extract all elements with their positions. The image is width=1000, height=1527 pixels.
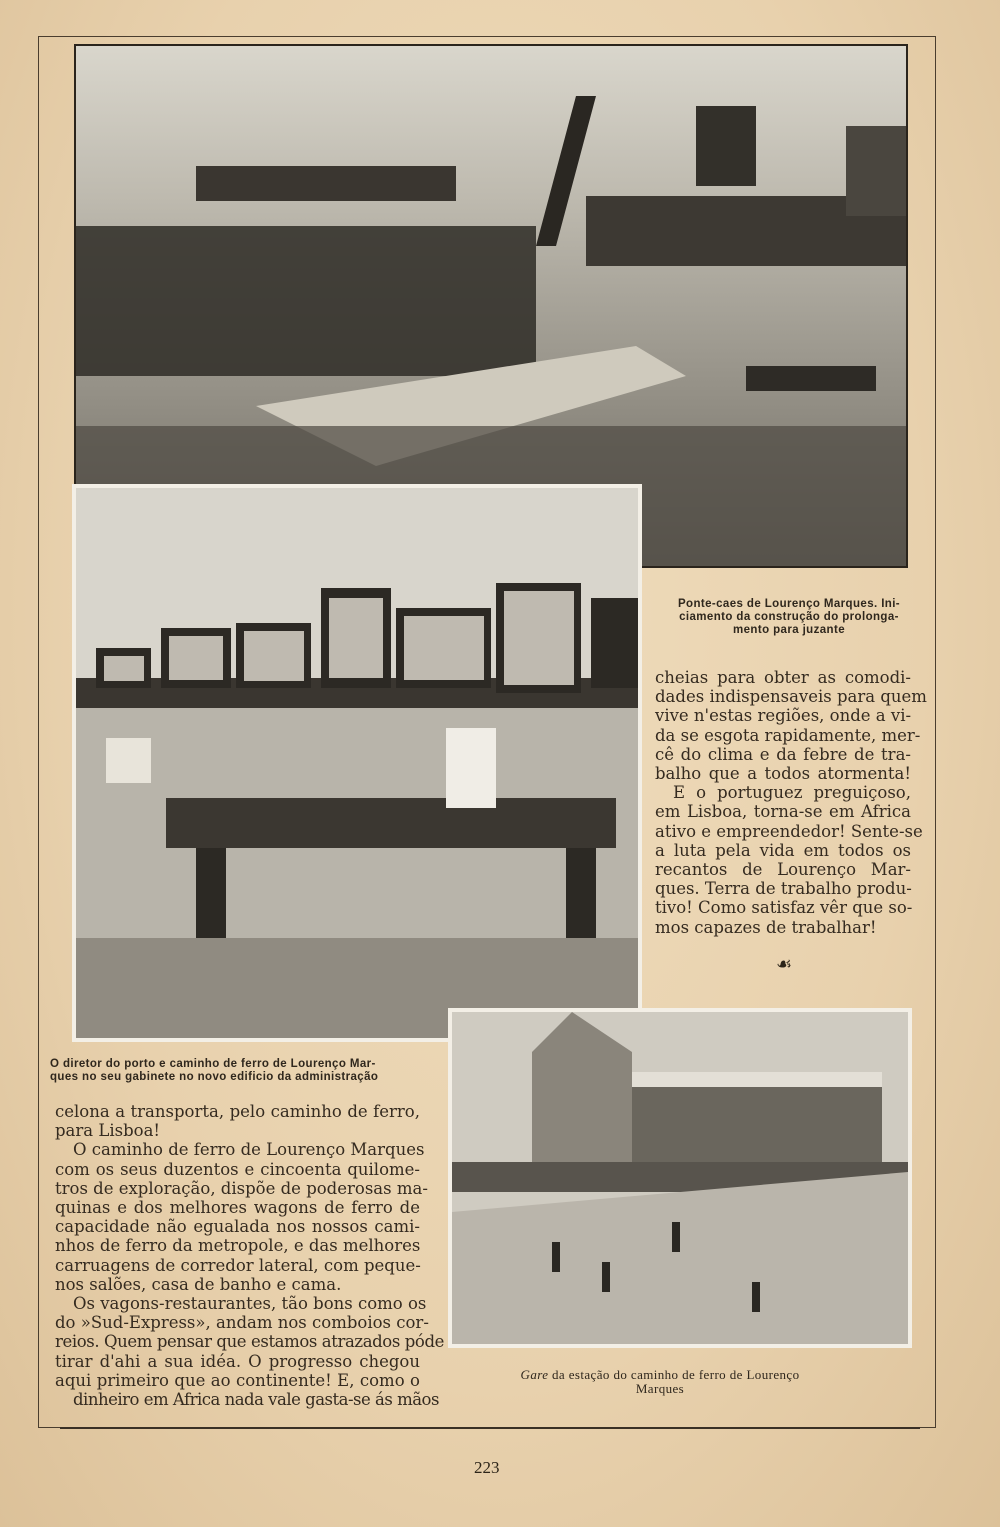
caption-line: da estação do caminho de ferro de Lourenço (548, 1367, 800, 1382)
text-line: tros de exploração, dispõe de poderosas ma- (55, 1178, 428, 1198)
caption-station (470, 1368, 850, 1396)
text-line: da se esgota rapidamente, mer- (655, 725, 921, 745)
caption-italic-word: Gare (520, 1367, 549, 1382)
left-column-text (55, 1102, 444, 1410)
text-line: reios. Quem pensar que estamos atrazados póde (55, 1332, 444, 1352)
text-line: E o portuguez preguiçoso, (673, 783, 911, 803)
page-number: 223 (474, 1458, 500, 1477)
text-line: em Lisboa, torna-se em Africa (655, 802, 911, 822)
text-line: tirar d'ahi a sua idéa. O progresso chegou (55, 1351, 420, 1371)
text-line: aqui primeiro que ao continente! E, como o (55, 1370, 420, 1390)
caption-pier (650, 598, 928, 637)
text-line: capacidade não egualada nos nossos cami- (55, 1217, 420, 1237)
text-line: tivo! Como satisfaz vêr que so- (655, 898, 913, 918)
text-line: quinas e dos melhores wagons de ferro de (55, 1198, 420, 1218)
caption-line: Ponte-caes de Lourenço Marques. Ini- (677, 598, 901, 610)
text-line: a luta pela vida em todos os (655, 840, 911, 860)
text-line: nhos de ferro da metropole, e das melhores (55, 1236, 421, 1256)
text-line: dinheiro em Africa nada vale gasta-se ás mãos (73, 1390, 439, 1410)
text-line: ativo e empreendedor! Sente-se (655, 821, 923, 841)
text-line: balho que a todos atormenta! (655, 764, 911, 784)
text-line: O caminho de ferro de Lourenço Marques (73, 1140, 425, 1160)
caption-office (50, 1058, 425, 1084)
text-line: do »Sud-Express», andam nos comboios cor- (55, 1313, 429, 1333)
caption-line: O diretor do porto e caminho de ferro de Lourenço Mar- (50, 1058, 376, 1070)
text-line: com os seus duzentos e cincoenta quilome- (55, 1159, 420, 1179)
text-line: cheias para obter as comodi- (655, 668, 911, 687)
caption-line: ques no seu gabinete no novo edificio da administração (50, 1071, 379, 1083)
bottom-rule (60, 1427, 920, 1429)
text-line: vive n'estas regiões, onde a vi- (655, 706, 912, 726)
text-line: nos salões, casa de banho e cama. (55, 1274, 342, 1294)
caption-line: ciamento da construção do prolonga- (679, 611, 899, 623)
text-line: Os vagons-restaurantes, tão bons como os (73, 1294, 427, 1314)
caption-line: Marques (635, 1381, 685, 1396)
text-line: carruagens de corredor lateral, com peque- (55, 1255, 421, 1275)
text-line: ques. Terra de trabalho produ- (655, 879, 912, 899)
photo-director-office (72, 484, 642, 1042)
text-line: para Lisboa! (55, 1121, 161, 1141)
right-column-text (655, 668, 927, 937)
text-line: recantos de Lourenço Mar- (655, 860, 911, 880)
photo-railway-station (448, 1008, 912, 1348)
caption-line: mento para juzante (733, 624, 845, 636)
text-line: cê do clima e da febre de tra- (655, 744, 911, 764)
text-line: celona a transporta, pelo caminho de ferro, (55, 1102, 420, 1121)
text-line: mos capazes de trabalhar! (655, 917, 877, 937)
ornament-icon: ☙ (776, 954, 793, 975)
text-line: dades indispensaveis para quem (655, 687, 927, 707)
